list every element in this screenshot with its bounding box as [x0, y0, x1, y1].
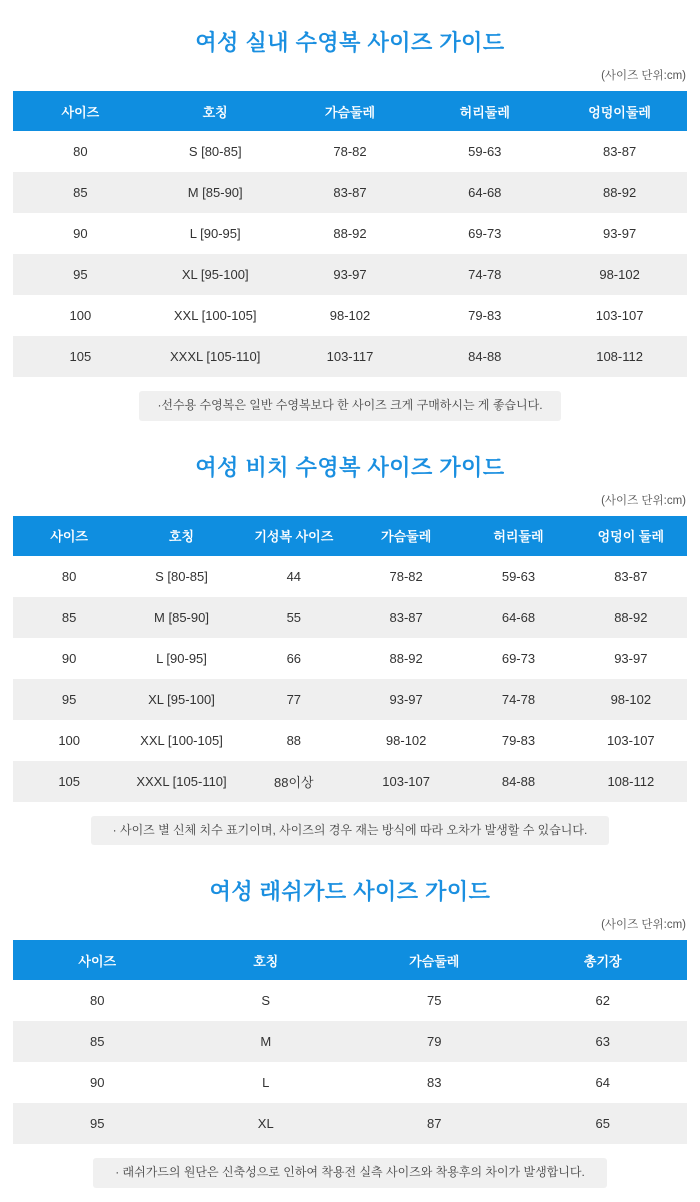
- column-header: 사이즈: [13, 91, 148, 131]
- table-cell: 79: [350, 1021, 519, 1062]
- section-title: 여성 실내 수영복 사이즈 가이드: [195, 30, 505, 55]
- table-row: [13, 1062, 687, 1103]
- table-cell: 103-117: [283, 336, 418, 377]
- table-cell: 95: [13, 679, 125, 720]
- table-cell: 79-83: [462, 720, 574, 761]
- table-cell: 85: [13, 597, 125, 638]
- column-header: 기성복 사이즈: [238, 516, 350, 556]
- column-header: 호칭: [125, 516, 237, 556]
- table-cell: 88-92: [283, 213, 418, 254]
- table-cell: XXXL [105-110]: [148, 336, 283, 377]
- column-header: 허리둘레: [417, 91, 552, 131]
- table-cell: 90: [13, 1062, 182, 1103]
- column-header: 허리둘레: [462, 516, 574, 556]
- table-cell: 64-68: [417, 172, 552, 213]
- table-cell: 55: [238, 597, 350, 638]
- table-cell: 88-92: [575, 597, 687, 638]
- size-table: [13, 940, 687, 1144]
- table-header-row: [13, 91, 687, 131]
- table-cell: S [80-85]: [125, 556, 237, 597]
- table-cell: 108-112: [552, 336, 687, 377]
- table-row: [13, 761, 687, 802]
- table-cell: 108-112: [575, 761, 687, 802]
- table-row: [13, 1103, 687, 1144]
- table-row: [13, 172, 687, 213]
- table-cell: 64-68: [462, 597, 574, 638]
- table-cell: XL [95-100]: [125, 679, 237, 720]
- table-cell: 83-87: [575, 556, 687, 597]
- table-cell: L [90-95]: [125, 638, 237, 679]
- table-cell: 95: [13, 254, 148, 295]
- table-cell: 74-78: [462, 679, 574, 720]
- table-cell: XL [95-100]: [148, 254, 283, 295]
- table-row: [13, 597, 687, 638]
- table-cell: 78-82: [350, 556, 462, 597]
- table-row: [13, 295, 687, 336]
- table-row: [13, 679, 687, 720]
- table-row: [13, 213, 687, 254]
- table-cell: 100: [13, 720, 125, 761]
- table-row: [13, 638, 687, 679]
- table-cell: 93-97: [283, 254, 418, 295]
- table-header-row: [13, 516, 687, 556]
- table-cell: 103-107: [350, 761, 462, 802]
- table-cell: 88이상: [238, 761, 350, 802]
- table-cell: 88-92: [552, 172, 687, 213]
- table-row: [13, 1021, 687, 1062]
- column-header: 사이즈: [13, 516, 125, 556]
- footnote-wrap: [0, 1144, 700, 1192]
- table-cell: M [85-90]: [125, 597, 237, 638]
- column-header: 총기장: [519, 940, 688, 980]
- table-cell: 93-97: [552, 213, 687, 254]
- footnote-wrap: [0, 377, 700, 425]
- table-cell: 100: [13, 295, 148, 336]
- size-table: [13, 91, 687, 377]
- table-cell: 87: [350, 1103, 519, 1144]
- size-guide-section: [0, 0, 700, 425]
- column-header: 가슴둘레: [350, 940, 519, 980]
- table-cell: 85: [13, 172, 148, 213]
- table-cell: M: [182, 1021, 351, 1062]
- table-cell: 93-97: [575, 638, 687, 679]
- table-cell: 98-102: [350, 720, 462, 761]
- table-row: [13, 556, 687, 597]
- column-header: 가슴둘레: [283, 91, 418, 131]
- table-cell: 105: [13, 336, 148, 377]
- table-cell: 83-87: [552, 131, 687, 172]
- table-row: [13, 980, 687, 1021]
- table-cell: 83-87: [283, 172, 418, 213]
- table-cell: 84-88: [417, 336, 552, 377]
- table-cell: 98-102: [552, 254, 687, 295]
- footnote: · 사이즈 별 신체 치수 표기이며, 사이즈의 경우 재는 방식에 따라 오차가 발생할 수 있습니다.: [91, 816, 610, 846]
- table-cell: 83-87: [350, 597, 462, 638]
- table-cell: 103-107: [552, 295, 687, 336]
- table-cell: 105: [13, 761, 125, 802]
- table-cell: 64: [519, 1062, 688, 1103]
- table-cell: 78-82: [283, 131, 418, 172]
- table-row: [13, 720, 687, 761]
- section-title: 여성 래쉬가드 사이즈 가이드: [209, 879, 491, 905]
- unit-note: (사이즈 단위:cm): [601, 919, 686, 932]
- table-row: [13, 254, 687, 295]
- table-cell: L [90-95]: [148, 213, 283, 254]
- size-guide-section: [0, 849, 700, 1192]
- table-cell: 103-107: [575, 720, 687, 761]
- table-cell: 93-97: [350, 679, 462, 720]
- column-header: 엉덩이둘레: [552, 91, 687, 131]
- table-cell: 65: [519, 1103, 688, 1144]
- table-cell: 90: [13, 213, 148, 254]
- section-title: 여성 비치 수영복 사이즈 가이드: [195, 454, 505, 480]
- table-cell: XXL [100-105]: [148, 295, 283, 336]
- footnote: ·선수용 수영복은 일반 수영복보다 한 사이즈 크게 구매하시는 게 좋습니다.: [139, 391, 560, 421]
- footnote-wrap: [0, 802, 700, 850]
- table-cell: 69-73: [417, 213, 552, 254]
- table-cell: S [80-85]: [148, 131, 283, 172]
- column-header: 사이즈: [13, 940, 182, 980]
- unit-note: (사이즈 단위:cm): [601, 494, 686, 507]
- table-cell: 83: [350, 1062, 519, 1103]
- table-cell: 98-102: [283, 295, 418, 336]
- table-cell: XL: [182, 1103, 351, 1144]
- table-header-row: [13, 940, 687, 980]
- table-cell: M [85-90]: [148, 172, 283, 213]
- table-cell: 62: [519, 980, 688, 1021]
- table-cell: 69-73: [462, 638, 574, 679]
- footnote: · 래쉬가드의 원단은 신축성으로 인하여 착용전 실측 사이즈와 착용후의 차이가 발생합니다.: [93, 1158, 607, 1188]
- table-cell: 63: [519, 1021, 688, 1062]
- table-cell: 59-63: [462, 556, 574, 597]
- table-cell: 85: [13, 1021, 182, 1062]
- table-cell: 84-88: [462, 761, 574, 802]
- table-cell: 80: [13, 556, 125, 597]
- table-cell: XXL [100-105]: [125, 720, 237, 761]
- unit-note: (사이즈 단위:cm): [601, 70, 686, 82]
- table-cell: 88: [238, 720, 350, 761]
- table-cell: 80: [13, 131, 148, 172]
- table-cell: 59-63: [417, 131, 552, 172]
- column-header: 호칭: [148, 91, 283, 131]
- table-cell: 75: [350, 980, 519, 1021]
- table-cell: 44: [238, 556, 350, 597]
- size-guide-section: [0, 425, 700, 850]
- table-cell: 77: [238, 679, 350, 720]
- table-cell: 98-102: [575, 679, 687, 720]
- table-cell: 88-92: [350, 638, 462, 679]
- table-row: [13, 336, 687, 377]
- table-cell: 90: [13, 638, 125, 679]
- column-header: 엉덩이 둘레: [575, 516, 687, 556]
- table-cell: 74-78: [417, 254, 552, 295]
- table-cell: 95: [13, 1103, 182, 1144]
- column-header: 가슴둘레: [350, 516, 462, 556]
- table-cell: 79-83: [417, 295, 552, 336]
- table-cell: 80: [13, 980, 182, 1021]
- table-row: [13, 131, 687, 172]
- table-cell: L: [182, 1062, 351, 1103]
- bottom-spacer: [0, 1192, 700, 1202]
- size-table: [13, 516, 687, 802]
- table-cell: 66: [238, 638, 350, 679]
- table-cell: XXXL [105-110]: [125, 761, 237, 802]
- column-header: 호칭: [182, 940, 351, 980]
- table-cell: S: [182, 980, 351, 1021]
